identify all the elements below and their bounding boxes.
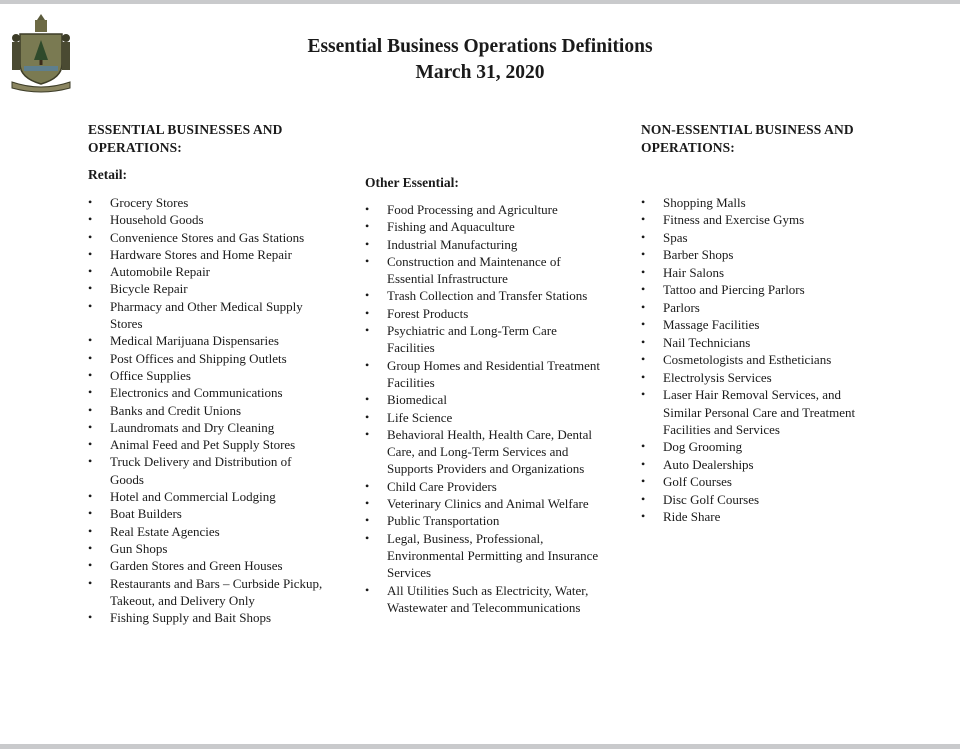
list-item: • Shopping Malls	[641, 194, 881, 211]
list-item: • Garden Stores and Green Houses	[88, 557, 328, 574]
list-item: • Animal Feed and Pet Supply Stores	[88, 436, 328, 453]
list-item: • Construction and Maintenance of Essential Infrastructure	[365, 253, 605, 288]
list-item: • Restaurants and Bars – Curbside Pickup, Takeout, and Delivery Only	[88, 575, 328, 610]
list-item: • Electrolysis Services	[641, 369, 881, 386]
list-item: • Fitness and Exercise Gyms	[641, 211, 881, 228]
list-item: • Household Goods	[88, 211, 328, 228]
list-item: • Life Science	[365, 409, 605, 426]
list-item: • Veterinary Clinics and Animal Welfare	[365, 495, 605, 512]
list-item: • Spas	[641, 229, 881, 246]
list-item: • Grocery Stores	[88, 194, 328, 211]
non-essential-heading: NON-ESSENTIAL BUSINESS AND OPERATIONS:	[641, 122, 854, 155]
list-item: • Disc Golf Courses	[641, 491, 881, 508]
list-item: • Food Processing and Agriculture	[365, 201, 605, 218]
list-item: • Hair Salons	[641, 264, 881, 281]
retail-heading: Retail:	[88, 167, 127, 182]
list-item: • Barber Shops	[641, 246, 881, 263]
list-item: • Legal, Business, Professional, Environmental Permitting and Insurance Services	[365, 530, 605, 582]
list-item: • Fishing and Aquaculture	[365, 218, 605, 235]
document-page	[0, 4, 960, 744]
list-item: • Cosmetologists and Estheticians	[641, 351, 881, 368]
essential-heading: ESSENTIAL BUSINESSES AND OPERATIONS:	[88, 122, 283, 155]
date-line: March 31, 2020	[415, 62, 545, 83]
list-item: • Gun Shops	[88, 540, 328, 557]
list-item: • Massage Facilities	[641, 316, 881, 333]
list-item: • Group Homes and Residential Treatment Facilities	[365, 357, 605, 392]
other-essential-heading: Other Essential:	[365, 175, 459, 190]
list-item: • Tattoo and Piercing Parlors	[641, 281, 881, 298]
non-essential-list	[641, 194, 881, 526]
retail-list	[88, 194, 328, 626]
list-item: • Laundromats and Dry Cleaning	[88, 419, 328, 436]
list-item: • Public Transportation	[365, 512, 605, 529]
list-item: • Boat Builders	[88, 505, 328, 522]
list-item: • Banks and Credit Unions	[88, 402, 328, 419]
list-item: • Office Supplies	[88, 367, 328, 384]
list-item: • Laser Hair Removal Services, and Similar Personal Care and Treatment Facilities and Services	[641, 386, 881, 438]
list-item: • Child Care Providers	[365, 478, 605, 495]
list-item: • Forest Products	[365, 305, 605, 322]
list-item: • Medical Marijuana Dispensaries	[88, 332, 328, 349]
list-item: • Trash Collection and Transfer Stations	[365, 287, 605, 304]
list-item: • Psychiatric and Long-Term Care Facilities	[365, 322, 605, 357]
list-item: • Bicycle Repair	[88, 280, 328, 297]
list-item: • Nail Technicians	[641, 334, 881, 351]
list-item: • Industrial Manufacturing	[365, 236, 605, 253]
list-item: • Ride Share	[641, 508, 881, 525]
document-title	[230, 34, 730, 86]
other-essential-list	[365, 201, 605, 616]
list-item: • Truck Delivery and Distribution of Goods	[88, 453, 328, 488]
list-item: • Hotel and Commercial Lodging	[88, 488, 328, 505]
list-item: • Biomedical	[365, 391, 605, 408]
list-item: • Behavioral Health, Health Care, Dental Care, and Long-Term Services and Supports Providers and Organizations	[365, 426, 605, 478]
list-item: • Pharmacy and Other Medical Supply Stores	[88, 298, 328, 333]
list-item: • All Utilities Such as Electricity, Water, Wastewater and Telecommunications	[365, 582, 605, 617]
list-item: • Hardware Stores and Home Repair	[88, 246, 328, 263]
list-item: • Post Offices and Shipping Outlets	[88, 350, 328, 367]
list-item: • Auto Dealerships	[641, 456, 881, 473]
title-line: Essential Business Operations Definitions	[307, 36, 653, 57]
list-item: • Electronics and Communications	[88, 384, 328, 401]
list-item: • Real Estate Agencies	[88, 523, 328, 540]
list-item: • Automobile Repair	[88, 263, 328, 280]
list-item: • Convenience Stores and Gas Stations	[88, 229, 328, 246]
list-item: • Fishing Supply and Bait Shops	[88, 609, 328, 626]
state-seal-icon	[8, 12, 74, 94]
list-item: • Golf Courses	[641, 473, 881, 490]
list-item: • Parlors	[641, 299, 881, 316]
list-item: • Dog Grooming	[641, 438, 881, 455]
